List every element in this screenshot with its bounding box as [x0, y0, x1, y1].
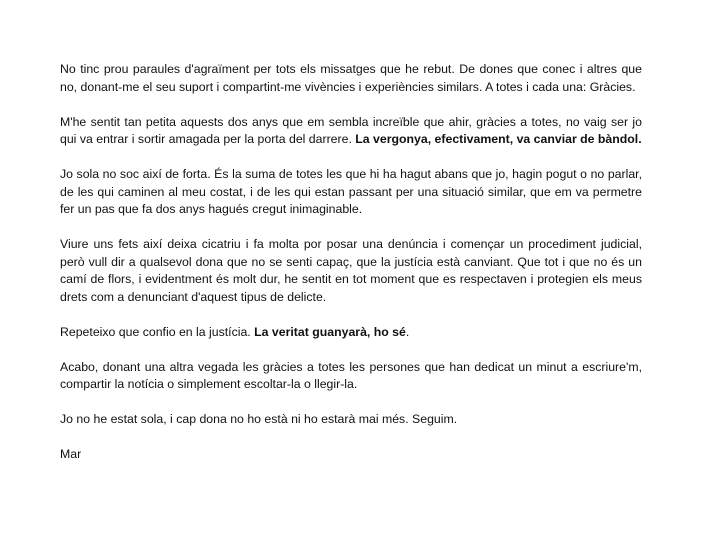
paragraph-truth-bold: La veritat guanyarà, ho sé	[254, 324, 406, 339]
paragraph-not-alone: Jo no he estat sola, i cap dona no ho està ni ho estarà mai més. Seguim.	[60, 412, 458, 426]
signature: Mar	[60, 447, 82, 461]
paragraph-justice: Viure uns fets així deixa cicatriu i fa molta por posar una denúncia i començar un procediment judicial, però vull dir a qualsevol dona que no se senti capaç, que la justícia està canviant. Que tot i que no és un camí de flors, i evidentment és molt dur, he sentit en tot moment que es respectaven i protegien els meus drets com a denunciant d'aquest tipus de delicte.	[60, 237, 642, 304]
letter-body	[60, 61, 642, 481]
paragraph-shame	[60, 114, 642, 149]
paragraph-shame-bold: La vergonya, efectivament, va canviar de bàndol.	[355, 132, 642, 146]
paragraph-truth-text: Repeteixo que confio en la justícia.	[60, 324, 255, 339]
paragraph-truth	[60, 324, 642, 342]
paragraph-shame-text: M'he sentit tan petita aquests dos anys que em sembla increïble que ahir, gràcies a totes, no vaig ser jo qui va entrar i sortir amagada per la porta del darrere.	[60, 114, 642, 146]
paragraph-thanks: No tinc prou paraules d'agraïment per tots els missatges que he rebut. De dones que conec i altres que no, donant-me el seu suport i compartint-me vivències i experiències similars. A totes i cada una: Gràcies.	[60, 62, 642, 94]
paragraph-strength: Jo sola no soc així de forta. És la suma de totes les que hi ha hagut abans que jo, hagin pogut o no parlar, de les qui caminen al meu costat, i de les qui estan passant per una situació similar, que em va permetre fer un pas que fa dos anys hagués cregut inimaginable.	[60, 167, 642, 216]
paragraph-closing: Acabo, donant una altra vegada les gràcies a totes les persones que han dedicat un minut a escriure'm, compartir la notícia o simplement escoltar-la o llegir-la.	[60, 359, 642, 391]
paragraph-truth-end: .	[405, 324, 410, 339]
